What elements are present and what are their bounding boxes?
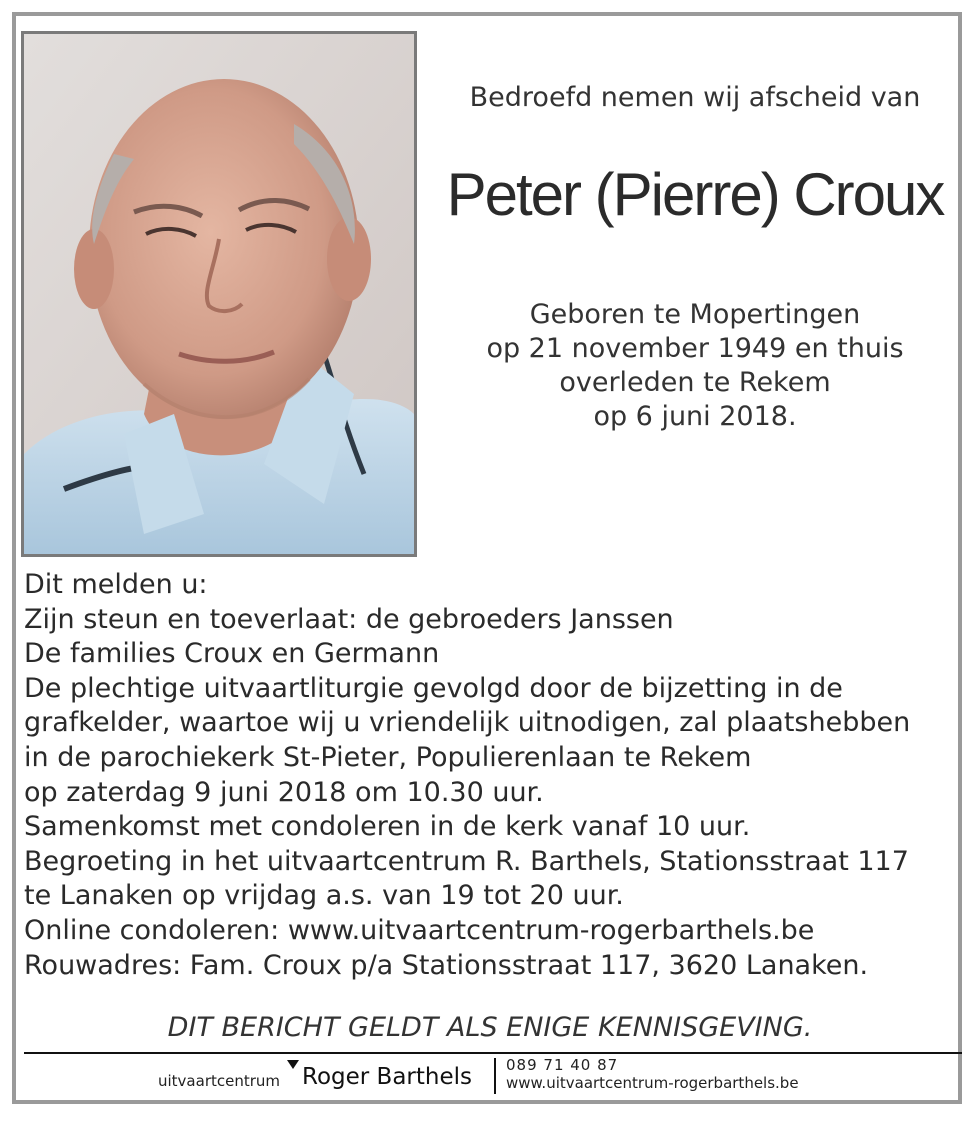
footer-prefix: uitvaartcentrum xyxy=(158,1072,281,1090)
footer-phone: 089 71 40 87 xyxy=(506,1056,619,1074)
birth-line: Geboren te Mopertingen xyxy=(529,299,861,330)
body-line: grafkelder, waartoe wij u vriendelijk uitnodigen, zal plaatshebben xyxy=(24,707,911,739)
deceased-name: Peter (Pierre) Croux xyxy=(446,161,944,228)
body-line: De plechtige uitvaartliturgie gevolgd door de bijzetting in de xyxy=(24,672,843,704)
body-line: op zaterdag 9 juni 2018 om 10.30 uur. xyxy=(24,776,544,808)
triangle-down-icon xyxy=(287,1060,299,1069)
body-line: Zijn steun en toeverlaat: de gebroeders Janssen xyxy=(24,603,674,635)
body-line: te Lanaken op vrijdag a.s. van 19 tot 20 uur. xyxy=(24,880,624,912)
notice-statement: DIT BERICHT GELDT ALS ENIGE KENNISGEVING. xyxy=(167,1012,813,1043)
mourning-address-line: Rouwadres: Fam. Croux p/a Stationsstraat 117, 3620 Lanaken. xyxy=(24,949,869,981)
announcement-body xyxy=(24,568,964,983)
online-condolence-line: Online condoleren: www.uitvaartcentrum-rogerbarthels.be xyxy=(24,914,815,946)
birth-death-info xyxy=(430,298,960,434)
portrait-photo xyxy=(21,31,417,557)
funeral-home-footer xyxy=(0,1054,980,1104)
birth-line: overleden te Rekem xyxy=(559,367,831,398)
birth-line: op 6 juni 2018. xyxy=(593,401,797,432)
body-line: De families Croux en Germann xyxy=(24,638,440,670)
intro-line: Bedroefd nemen wij afscheid van xyxy=(469,82,921,113)
body-line: Begroeting in het uitvaartcentrum R. Barthels, Stationsstraat 117 xyxy=(24,845,909,877)
body-line: Samenkomst met condoleren in de kerk vanaf 10 uur. xyxy=(24,811,751,843)
body-line: in de parochiekerk St-Pieter, Populierenlaan te Rekem xyxy=(24,741,752,773)
body-line: Dit melden u: xyxy=(24,569,208,600)
portrait-illustration xyxy=(24,34,414,554)
footer-website: www.uitvaartcentrum-rogerbarthels.be xyxy=(506,1074,799,1092)
birth-line: op 21 november 1949 en thuis xyxy=(486,333,904,364)
footer-separator xyxy=(494,1058,496,1094)
footer-brand: Roger Barthels xyxy=(302,1064,472,1090)
